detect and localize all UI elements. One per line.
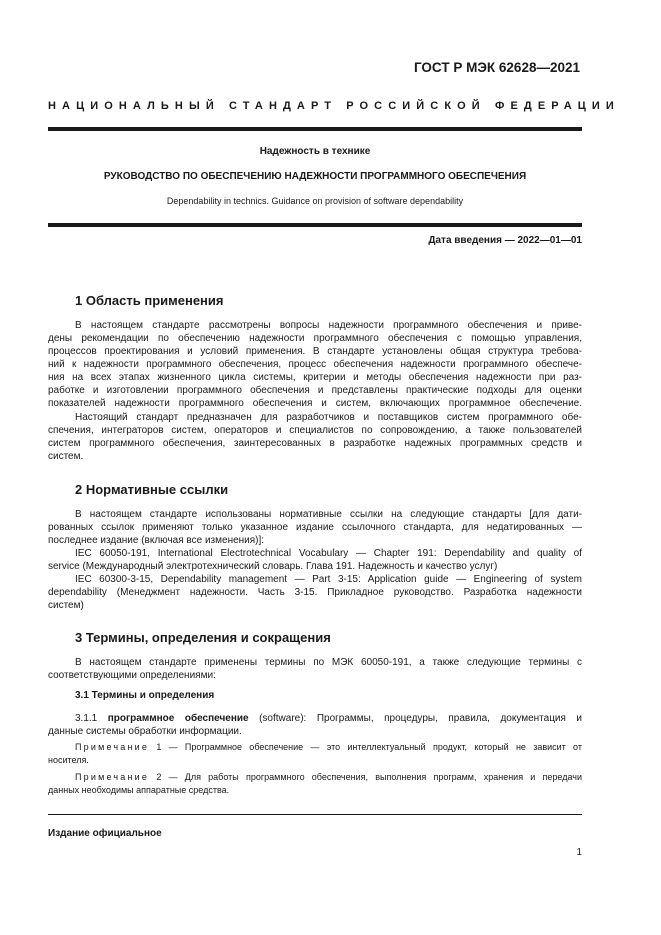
official-edition-label: Издание официальное (48, 828, 162, 839)
section-1-paragraph-1 (48, 319, 582, 410)
text-line (48, 712, 582, 725)
text-line: спечения, интеграторов систем, операторов и специалистов по сопровождению, а также пользователей (48, 425, 582, 436)
text-line: Настоящий стандарт предназначен для разработчиков и поставщиков систем программного обе- (75, 412, 582, 423)
text-line: IEC 60050-191, International Electrotechnical Vocabulary — Chapter 191: Dependability and quality of (75, 548, 582, 559)
text-line: данные системы обработки информации. (48, 726, 242, 737)
term-3-1-1 (48, 712, 582, 738)
text-line: ния на всех этапах жизненного цикла системы, критерии и методы обеспечения надежности при раз- (48, 372, 582, 383)
text-line (48, 771, 582, 784)
text-line: В настоящем стандарте рассмотрены вопросы надежности программного обеспечения и приве- (75, 320, 582, 331)
text-line: service (Международный электротехнический словарь. Глава 191. Надежность и качество услуг) (48, 561, 498, 572)
note-text: 2 — Для работы программного обеспечения, выполнения программ, хранения и передачи (156, 772, 582, 782)
text-line (48, 741, 582, 754)
text-line: dependability (Менеджмент надежности. Часть 3-15. Прикладное руководство. Разработка надежности (48, 587, 582, 598)
page-number: 1 (576, 847, 582, 858)
standard-number: ГОСТ Р МЭК 62628—2021 (413, 60, 580, 75)
text-line: В настоящем стандарте использованы нормативные ссылки на следующие стандарты [для дати- (75, 509, 582, 520)
term-definition-start: (software): Программы, процедуры, правила, документация и (259, 713, 583, 724)
text-line: систем) (48, 600, 84, 611)
text-line: носителя. (48, 754, 89, 765)
national-standard-heading: НАЦИОНАЛЬНЫЙ СТАНДАРТ РОССИЙСКОЙ ФЕДЕРАЦИИ (48, 100, 620, 112)
note-1 (48, 741, 582, 766)
section-3-heading: 3 Термины, определения и сокращения (75, 630, 331, 645)
footer-rule (48, 814, 582, 815)
text-line: IEC 60300-3-15, Dependability management — Part 3-15: Application guide — Engineering of system (75, 574, 582, 585)
top-rule (48, 127, 582, 131)
english-title: Dependability in technics. Guidance on provision of software dependability (166, 196, 464, 206)
section-1-heading: 1 Область применения (75, 293, 224, 308)
note-2 (48, 771, 582, 796)
term-name: программное обеспечение (107, 713, 249, 724)
normative-reference-1 (48, 547, 582, 573)
text-line: рованных ссылок применяют только указанное издание ссылочного стандарта, для недатированных — (48, 522, 582, 533)
subsection-3-1-heading: 3.1 Термины и определения (75, 690, 215, 701)
title-bottom-rule (48, 223, 582, 227)
introduction-date: Дата введения — 2022—01—01 (428, 235, 582, 246)
text-line: данных необходимы аппаратные средства. (48, 784, 230, 795)
text-line: систем программного обеспечения, заинтересованных в разработке надежных программных средств и (48, 438, 582, 449)
text-line: соответствующими определениями: (48, 670, 216, 681)
text-line: показателей надежности программного обеспечения и систем, включающих программное обеспечение. (48, 398, 582, 409)
text-line: В настоящем стандарте применены термины по МЭК 60050-191, а также следующие термины с (75, 657, 582, 668)
text-line: систем. (48, 451, 84, 462)
term-number: 3.1.1 (75, 713, 98, 724)
note-label: Примечание (75, 772, 150, 782)
section-2-paragraph-1 (48, 508, 582, 547)
text-line: последнее издание (включая все изменения)]: (48, 535, 265, 546)
section-2-heading: 2 Нормативные ссылки (75, 482, 229, 497)
note-text: 1 — Программное обеспечение — это интеллектуальный продукт, который не зависит от (156, 742, 582, 752)
normative-reference-2 (48, 573, 582, 612)
text-line: дены рекомендации по обеспечению надежности программного обеспечения с помощью управления, (48, 333, 582, 344)
section-3-paragraph-1 (48, 656, 582, 682)
text-line: процессов проектирования и условий применения. В стандарте установлены общая структура требова- (48, 346, 582, 357)
standard-title: РУКОВОДСТВО ПО ОБЕСПЕЧЕНИЮ НАДЕЖНОСТИ ПРОГРАММНОГО ОБЕСПЕЧЕНИЯ (103, 171, 527, 182)
text-line: работке и изготовлении программного обеспечения и представлены практические подходы для оценки (48, 385, 582, 396)
text-line: ний к надежности программного обеспечения, процесс обеспечения надежности программного обеспече- (48, 359, 582, 370)
section-1-paragraph-2 (48, 411, 582, 463)
note-label: Примечание (75, 742, 150, 752)
standard-subtitle: Надежность в технике (259, 146, 371, 157)
